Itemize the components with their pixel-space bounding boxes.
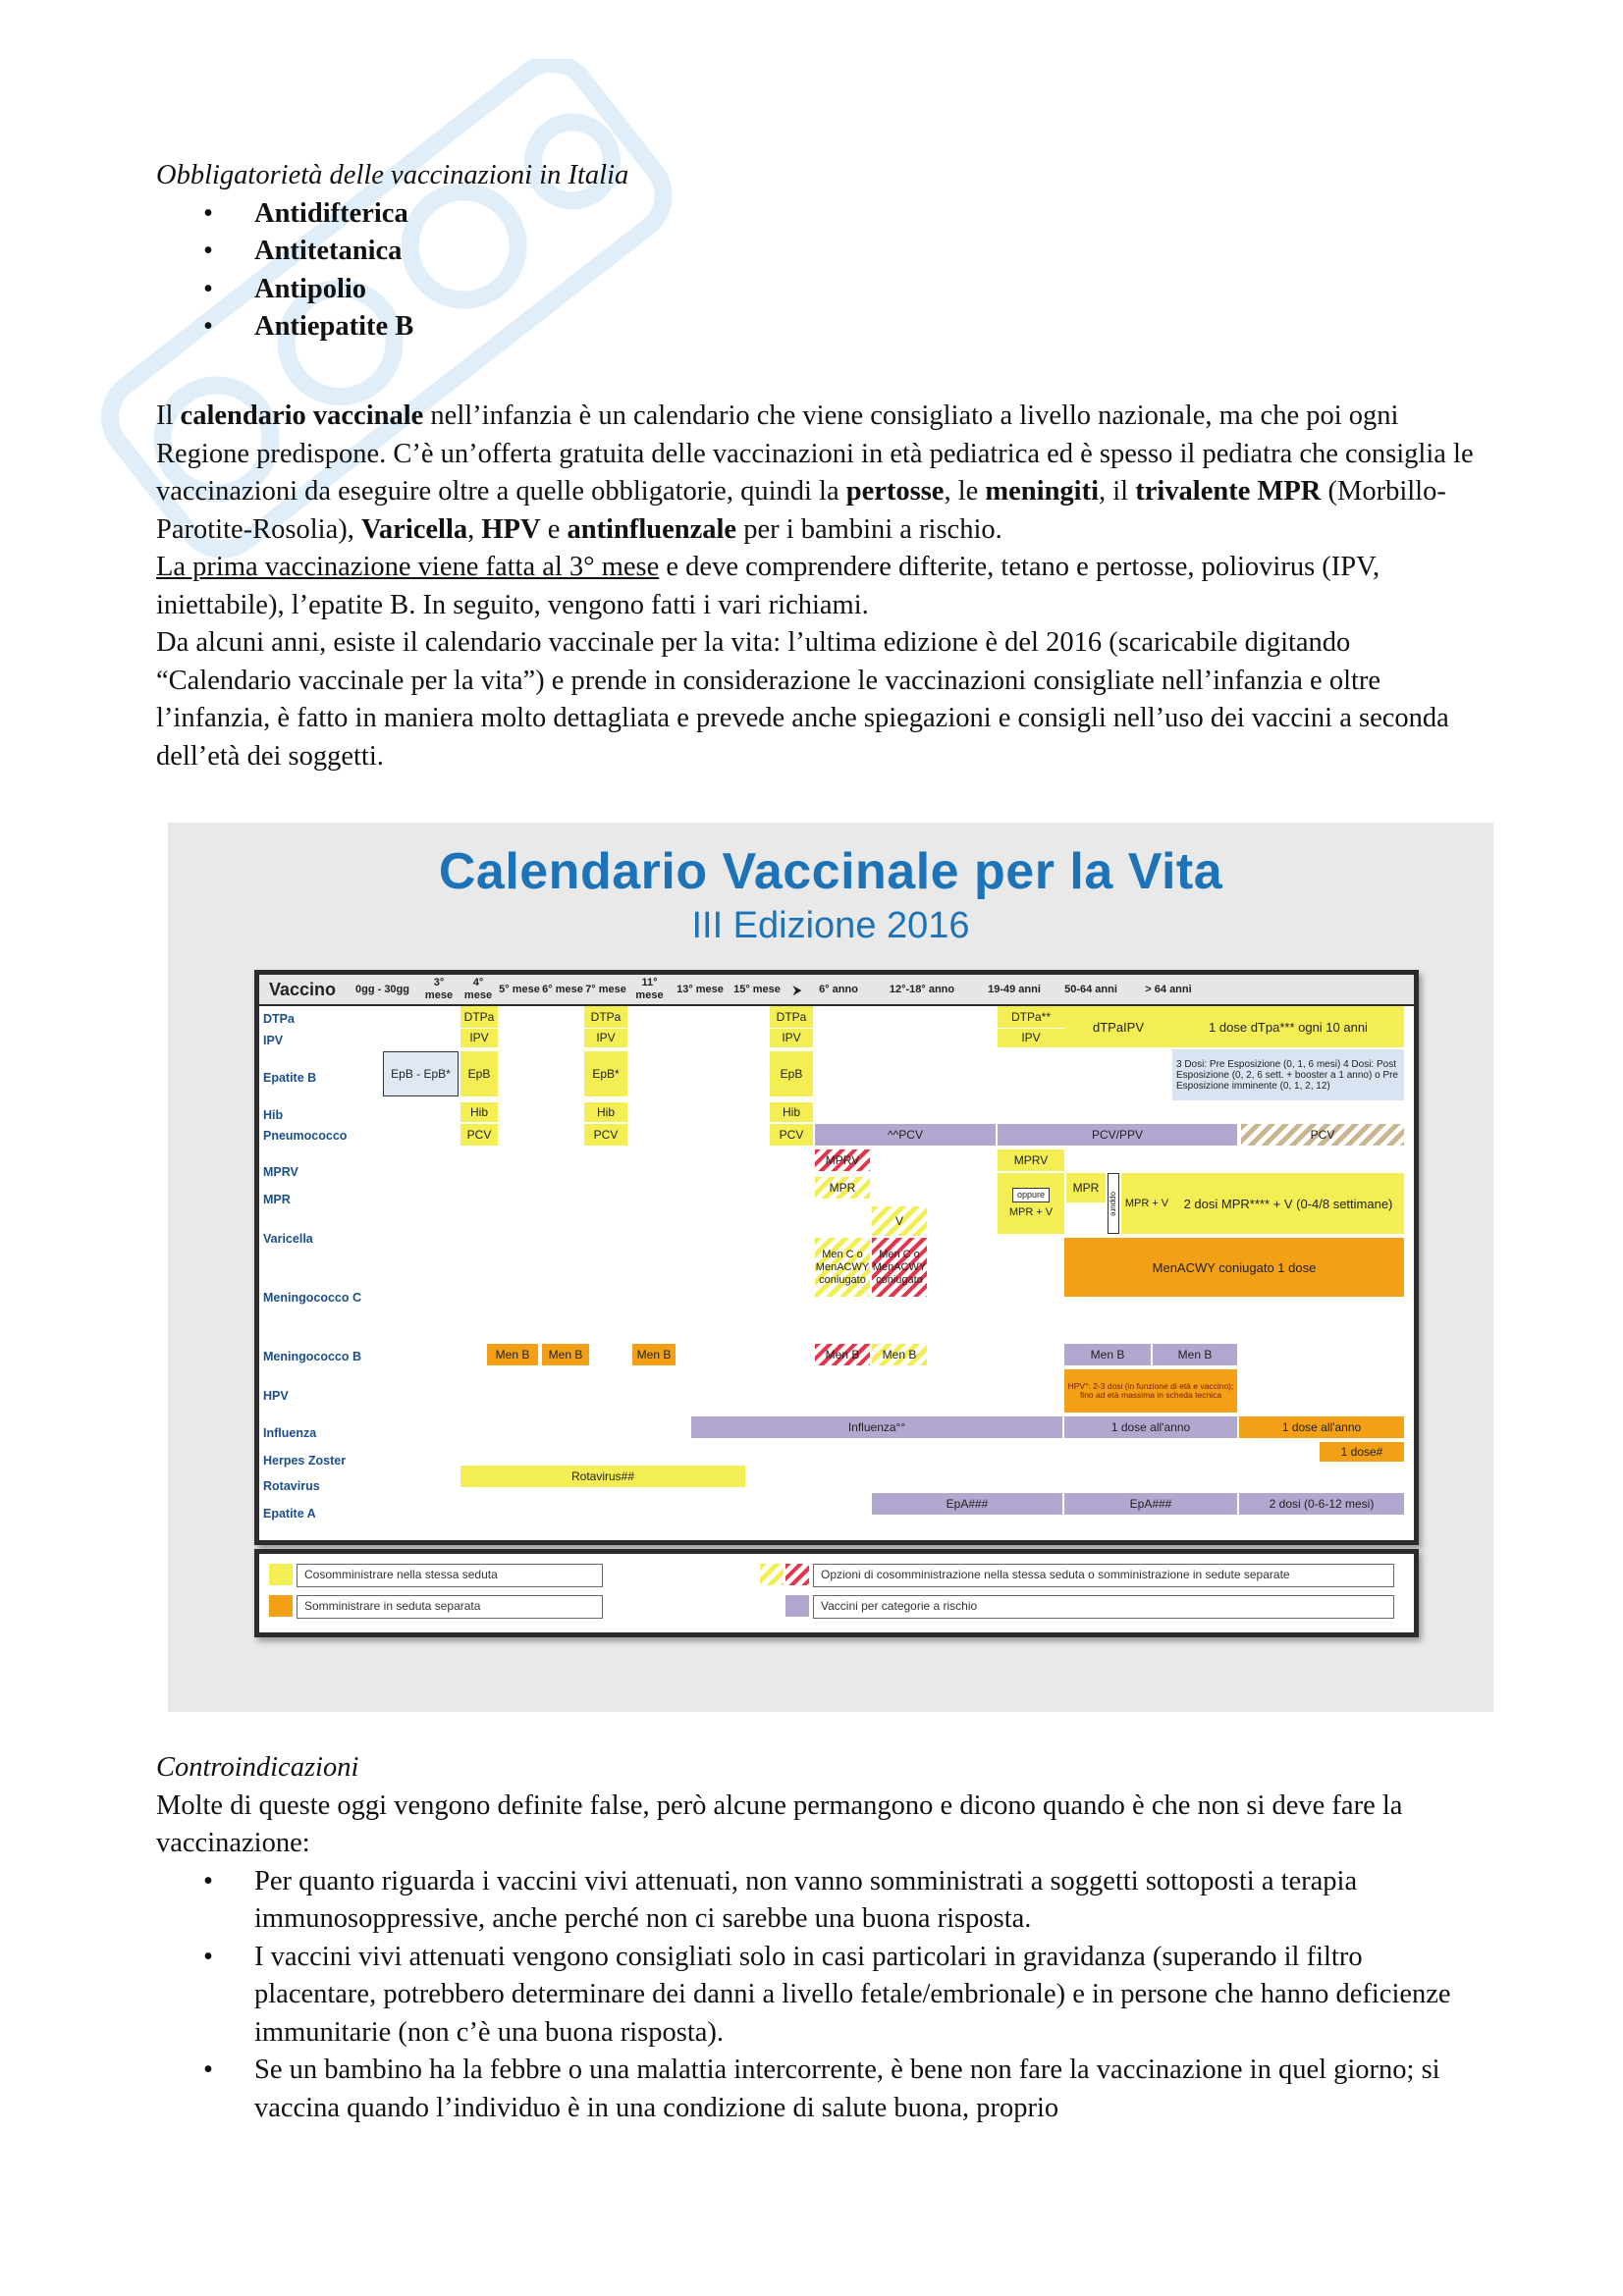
row-label: Varicella <box>263 1232 313 1246</box>
legend-swatch-orange <box>269 1595 293 1617</box>
header-col: 7° mese <box>585 983 626 995</box>
figure-title: Calendario Vaccinale per la Vita <box>438 843 1223 900</box>
cell-epb: EpB <box>770 1051 813 1096</box>
legend-label: Vaccini per categorie a rischio <box>821 1599 978 1613</box>
header-col: > 64 anni <box>1145 983 1192 995</box>
header-col: 5° mese <box>499 983 540 995</box>
arrow-icon: ⮞ <box>792 982 802 997</box>
obbligatorieta-section <box>156 157 1482 347</box>
controindicazioni-list <box>156 1863 1482 2128</box>
row-label: Herpes Zoster <box>263 1454 347 1468</box>
cell-pcvppv: PCV/PPV <box>998 1124 1237 1146</box>
cell-pcv: PCV <box>584 1124 627 1146</box>
cell-hpv: HPV°: 2-3 dosi (in funzione di età e vaccino); fino ad età massima in scheda tecnica <box>1064 1369 1237 1413</box>
cell-menb: Men B <box>542 1344 589 1365</box>
legend-swatch-purple <box>785 1595 809 1617</box>
cell-dtpa: DTPa <box>584 1006 627 1028</box>
cell-epa: EpA### <box>872 1493 1062 1515</box>
list-item: • I vaccini vivi attenuati vengono consigliati solo in casi particolari in gravidanza (superando il filtro placentare, potrebbero determinare dei danni a livello fetale/embrionale) e in persone che hanno deficienze immunitarie (non c’è una buona risposta). <box>156 1939 1482 2053</box>
cell-menb: Men B <box>632 1344 676 1365</box>
cell-rotavirus: Rotavirus## <box>460 1466 745 1487</box>
cell-menc-hatched-red: Men C o MenACWY coniugato <box>872 1238 927 1297</box>
vaccine-table <box>254 970 1419 1545</box>
list-item: • Antipolio <box>156 271 1482 309</box>
oppure-vertical: oppure <box>1108 1173 1119 1234</box>
header-col: 13° mese <box>676 983 724 995</box>
section-intro: Molte di queste oggi vengono definite false, però alcune permangono e dicono quando è che non si deve fare la vaccinazione: <box>156 1789 1403 1858</box>
cell-epb-note: 3 Dosi: Pre Esposizione (0, 1, 6 mesi) 4 Dosi: Post Esposizione (0, 2, 6 sett. + booster a 1 anno) o Pre Esposizione imminente (0, 1, 2, 12) <box>1172 1049 1404 1100</box>
cell-dtpa: DTPa <box>460 1006 498 1028</box>
legend-swatch-hatched-red <box>785 1564 809 1585</box>
legend-swatch-hatched <box>760 1564 784 1585</box>
cell-flu-adult: 1 dose all'anno <box>1064 1416 1237 1438</box>
cell-dtpaipv: dTPaIPV <box>1064 1006 1172 1047</box>
cell-mpr-group <box>998 1173 1064 1234</box>
table-legend <box>254 1549 1419 1637</box>
body-paragraphs <box>156 398 1482 775</box>
cell-mprv: MPRV <box>998 1149 1064 1171</box>
legend-swatch-yellow <box>269 1564 293 1585</box>
paragraph-calendario-vita: Da alcuni anni, esiste il calendario vaccinale per la vita: l’ultima edizione è del 2016 (scaricabile digitando “Calendario vaccinale per la vita”) e prende in considerazione le vaccinazioni consigliate nell’infanzia e oltre l’infanzia, è fatto in maniera molto dettagliata e prevede anche spiegazioni e consigli nell’uso dei vaccini a seconda dell’età dei soggetti. <box>156 627 1449 772</box>
cell-flu-elderly: 1 dose all'anno <box>1239 1416 1404 1438</box>
row-label: Pneumococco <box>263 1129 348 1143</box>
header-col: 50-64 anni <box>1064 983 1117 995</box>
cell-influenza: Influenza°° <box>691 1416 1062 1438</box>
cell-menc-hatched: Men C o MenACWY coniugato <box>815 1238 870 1297</box>
list-item: • Antidifterica <box>156 195 1482 234</box>
paragraph-prima-vaccinazione: La prima vaccinazione viene fatta al 3° mese e deve comprendere difterite, tetano e pertosse, poliovirus (IPV, iniettabile), l’epatite B. In seguito, vengono fatti i vari richiami. <box>156 552 1380 620</box>
header-col: 19-49 anni <box>988 983 1041 995</box>
row-label: Influenza <box>263 1426 317 1440</box>
cell-hib: Hib <box>460 1102 498 1122</box>
legend-label: Cosomministrare nella stessa seduta <box>304 1568 498 1581</box>
cell-ipv: IPV <box>770 1029 813 1047</box>
header-col: 0gg - 30gg <box>354 983 409 995</box>
header-col: 6° mese <box>542 983 583 995</box>
paragraph-calendario: Il calendario vaccinale nell’infanzia è un calendario che viene consigliato a livello nazionale, ma che poi ogni Regione predispone. C’è un’offerta gratuita delle vaccinazioni in età pediatrica ed è spesso il pediatra che consiglia le vaccinazioni da eseguire oltre a quelle obbligatorie, quindi la pertosse, le meningiti, il trivalente MPR (Morbillo-Parotite-Rosolia), Varicella, HPV e antinfluenzale per i bambini a rischio. <box>156 400 1474 545</box>
row-label: MPRV <box>263 1165 298 1179</box>
legend-label: Opzioni di cosomministrazione nella stessa seduta o somministrazione in sedute separate <box>821 1568 1290 1581</box>
section-heading: Controindicazioni <box>156 1752 359 1783</box>
cell-menb-hatched: Men B <box>872 1344 927 1365</box>
cell-mprv-hatched: MPRV <box>815 1149 870 1171</box>
header-col: 4° mese <box>463 977 493 1001</box>
row-label: IPV <box>263 1034 284 1047</box>
cell-menb: Men B <box>1153 1344 1237 1365</box>
cell-dtpa-adult: 1 dose dTpa*** ogni 10 anni <box>1172 1006 1404 1047</box>
cell-menb: Men B <box>487 1344 538 1365</box>
row-label: Epatite A <box>263 1507 316 1521</box>
cell-menb: Men B <box>1064 1344 1151 1365</box>
list-item: • Antitetanica <box>156 233 1482 271</box>
cell-ipv: IPV <box>584 1029 627 1047</box>
cell-hib: Hib <box>770 1102 813 1122</box>
obbligatorie-list <box>156 195 1482 347</box>
list-item: • Per quanto riguarda i vaccini vivi attenuati, non vanno somministrati a soggetti sottoposti a terapia immunosoppressive, anche perché non ci sarebbe una buona risposta. <box>156 1863 1482 1939</box>
cell-mpr-adult: 2 dosi MPR**** + V (0-4/8 settimane) <box>1172 1173 1404 1234</box>
cell-appcv: ^^PCV <box>815 1124 996 1146</box>
legend-label: Somministrare in seduta separata <box>304 1599 481 1613</box>
cell-epa: EpA### <box>1064 1493 1237 1515</box>
header-col: 6° anno <box>819 983 858 995</box>
cell-hib: Hib <box>584 1102 627 1122</box>
cell-mpr: MPR <box>1066 1173 1106 1202</box>
section-heading: Obbligatorietà delle vaccinazioni in Italia <box>156 160 629 190</box>
controindicazioni-section <box>156 1749 1482 2127</box>
list-item: • Antiepatite B <box>156 308 1482 347</box>
cell-pcv: PCV <box>770 1124 813 1146</box>
header-col: 15° mese <box>733 983 781 995</box>
row-label: Meningococco C <box>263 1291 362 1305</box>
row-label: MPR <box>263 1193 291 1206</box>
cell-epb-star: EpB* <box>584 1051 627 1096</box>
cell-ipv: IPV <box>998 1029 1064 1047</box>
cell-v-hatched: V <box>872 1206 927 1236</box>
mprv-alt-label: MPR + V <box>1008 1206 1054 1218</box>
cell-epb: EpB <box>460 1051 498 1096</box>
row-label: HPV <box>263 1389 289 1403</box>
header-col: 3° mese <box>424 977 454 1001</box>
header-col: 12°-18° anno <box>889 983 955 995</box>
cell-pcv: PCV <box>460 1124 498 1146</box>
list-item: • Se un bambino ha la febbre o una malattia intercorrente, è bene non fare la vaccinazione in quel giorno; si vaccina quando l’individuo è in una condizione di salute buona, proprio <box>156 2052 1482 2127</box>
row-label: Epatite B <box>263 1071 317 1085</box>
cell-epa-adult: 2 dosi (0-6-12 mesi) <box>1239 1493 1404 1515</box>
cell-pcv-hatched: PCV <box>1241 1124 1404 1146</box>
cell-mpr-hatched: MPR <box>815 1177 870 1199</box>
cell-zoster: 1 dose# <box>1320 1442 1404 1462</box>
cell-epb0: EpB - EpB* <box>383 1051 459 1096</box>
figure-subtitle: III Edizione 2016 <box>691 905 970 946</box>
cell-menb-hatched-red: Men B <box>815 1344 870 1365</box>
cell-menacwy-adult: MenACWY coniugato 1 dose <box>1064 1238 1404 1297</box>
cell-ipv: IPV <box>460 1029 498 1047</box>
row-label: Meningococco B <box>263 1350 362 1363</box>
header-col: 11° mese <box>635 977 664 1001</box>
oppure-label: oppure <box>1012 1188 1050 1202</box>
cell-dtpa: DTPa <box>770 1006 813 1028</box>
header-vaccino: Vaccino <box>268 979 337 999</box>
row-label: Hib <box>263 1108 284 1122</box>
calendario-figure <box>168 823 1493 1712</box>
cell-mpr-v: MPR + V <box>1121 1173 1172 1234</box>
row-label: Rotavirus <box>263 1479 320 1493</box>
cell-dtpa6: DTPa** <box>998 1006 1064 1028</box>
row-label: DTPa <box>263 1012 295 1026</box>
